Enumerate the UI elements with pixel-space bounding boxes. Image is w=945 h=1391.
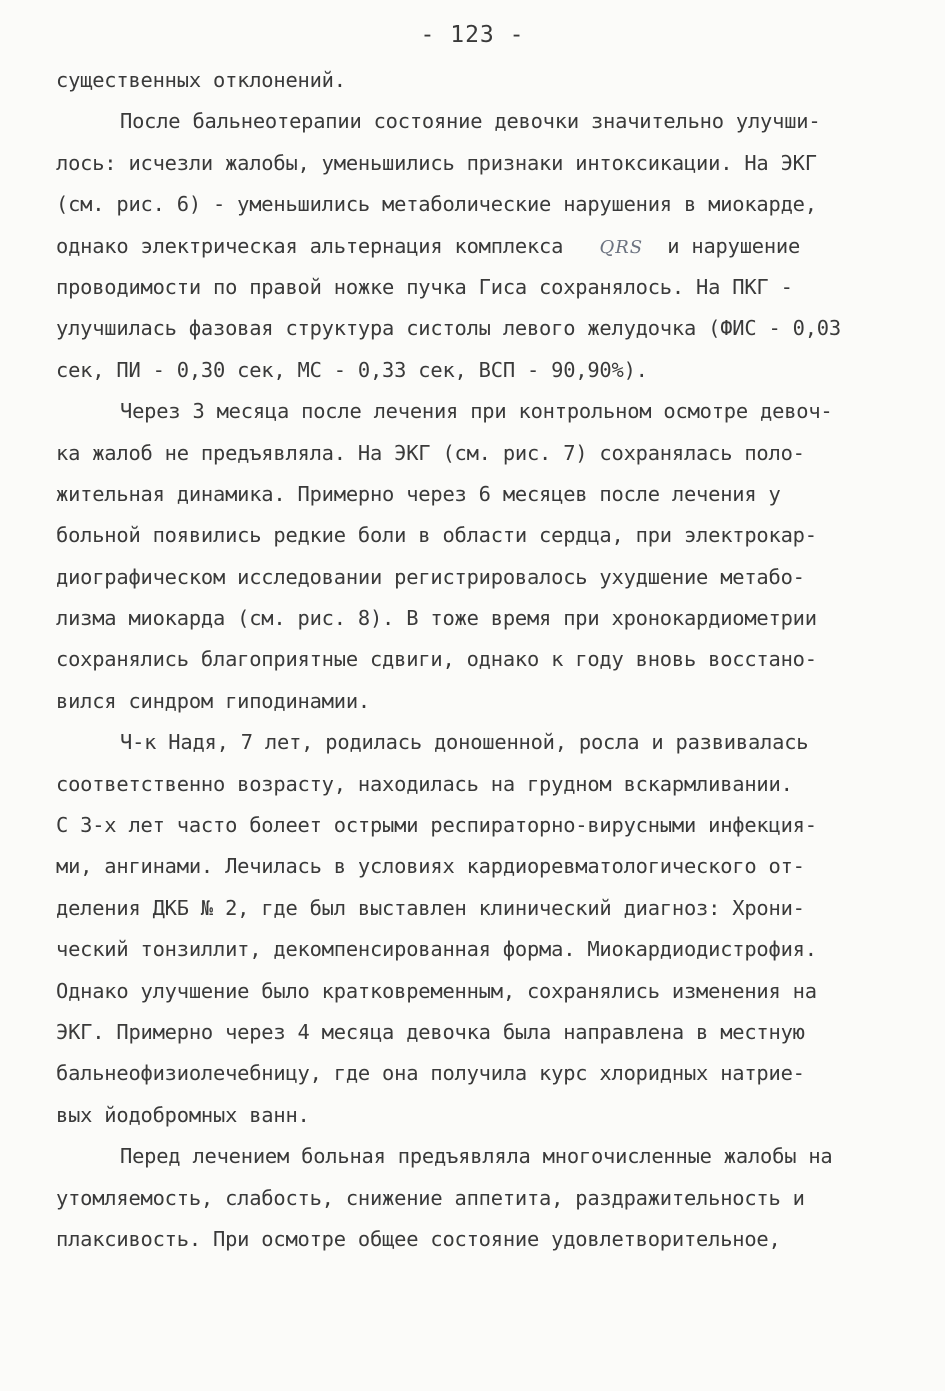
text-line: вился синдром гиподинамии.: [56, 688, 370, 713]
text-line: лось: исчезли жалобы, уменьшились признаки интоксикации. На ЭКГ: [56, 150, 817, 175]
text-line: жительная динамика. Примерно через 6 месяцев после лечения у: [56, 481, 781, 506]
text-line-with-handwriting: [56, 226, 916, 267]
paragraph-start-line: Ч-к Надя, 7 лет, родилась доношенной, росла и развивалась: [120, 730, 809, 755]
text-line: ми, ангинами. Лечилась в условиях кардиоревматологического от-: [56, 854, 805, 879]
page-number: - 123 -: [420, 22, 525, 48]
text-line: С 3-х лет часто болеет острыми респираторно-вирусными инфекция-: [56, 813, 817, 838]
paragraph-start-line: Перед лечением больная предъявляла многочисленные жалобы на: [120, 1144, 833, 1169]
text-line: ческий тонзиллит, декомпенсированная форма. Миокардиодистрофия.: [56, 937, 817, 962]
text-line: соответственно возрасту, находилась на грудном вскармливании.: [56, 771, 793, 796]
text-line: диографическом исследовании регистрировалось ухудшение метабо-: [56, 564, 805, 589]
text-segment: однако электрическая альтернация комплекса: [56, 233, 564, 258]
text-line: вых йодобромных ванн.: [56, 1102, 310, 1127]
paragraph-start-line: После бальнеотерапии состояние девочки значительно улучши-: [120, 109, 821, 134]
text-line: утомляемость, слабость, снижение аппетита, раздражительность и: [56, 1185, 805, 1210]
text-line: ЭКГ. Примерно через 4 месяца девочка была направлена в местную: [56, 1019, 805, 1044]
text-line: улучшилась фазовая структура систолы левого желудочка (ФИС - 0,03: [56, 316, 841, 341]
text-line: проводимости по правой ножке пучка Гиса сохранялось. На ПКГ -: [56, 274, 793, 299]
handwritten-qrs: QRS: [599, 236, 644, 258]
text-line: сек, ПИ - 0,30 сек, МС - 0,33 сек, ВСП - 90,90%).: [56, 357, 648, 382]
text-line: бальнеофизиолечебницу, где она получила курс хлоридных натрие-: [56, 1061, 805, 1086]
text-line: Однако улучшение было кратковременным, сохранялись изменения на: [56, 978, 817, 1003]
text-line: сохранялись благоприятные сдвиги, однако к году вновь восстано-: [56, 647, 817, 672]
text-line: плаксивость. При осмотре общее состояние удовлетворительное,: [56, 1226, 781, 1251]
text-segment: и нарушение: [667, 233, 801, 258]
text-line: существенных отклонений.: [56, 68, 346, 92]
text-line: больной появились редкие боли в области сердца, при электрокар-: [56, 523, 817, 548]
text-line: лизма миокарда (см. рис. 8). В тоже время при хронокардиометрии: [56, 606, 817, 631]
body-text: [56, 60, 916, 1260]
text-line: (см. рис. 6) - уменьшились метаболические нарушения в миокарде,: [56, 192, 817, 217]
paragraph-start-line: Через 3 месяца после лечения при контрольном осмотре девоч-: [120, 399, 833, 424]
text-line: деления ДКБ № 2, где был выставлен клинический диагноз: Хрони-: [56, 895, 805, 920]
text-line: ка жалоб не предъявляла. На ЭКГ (см. рис. 7) сохранялась поло-: [56, 440, 805, 465]
